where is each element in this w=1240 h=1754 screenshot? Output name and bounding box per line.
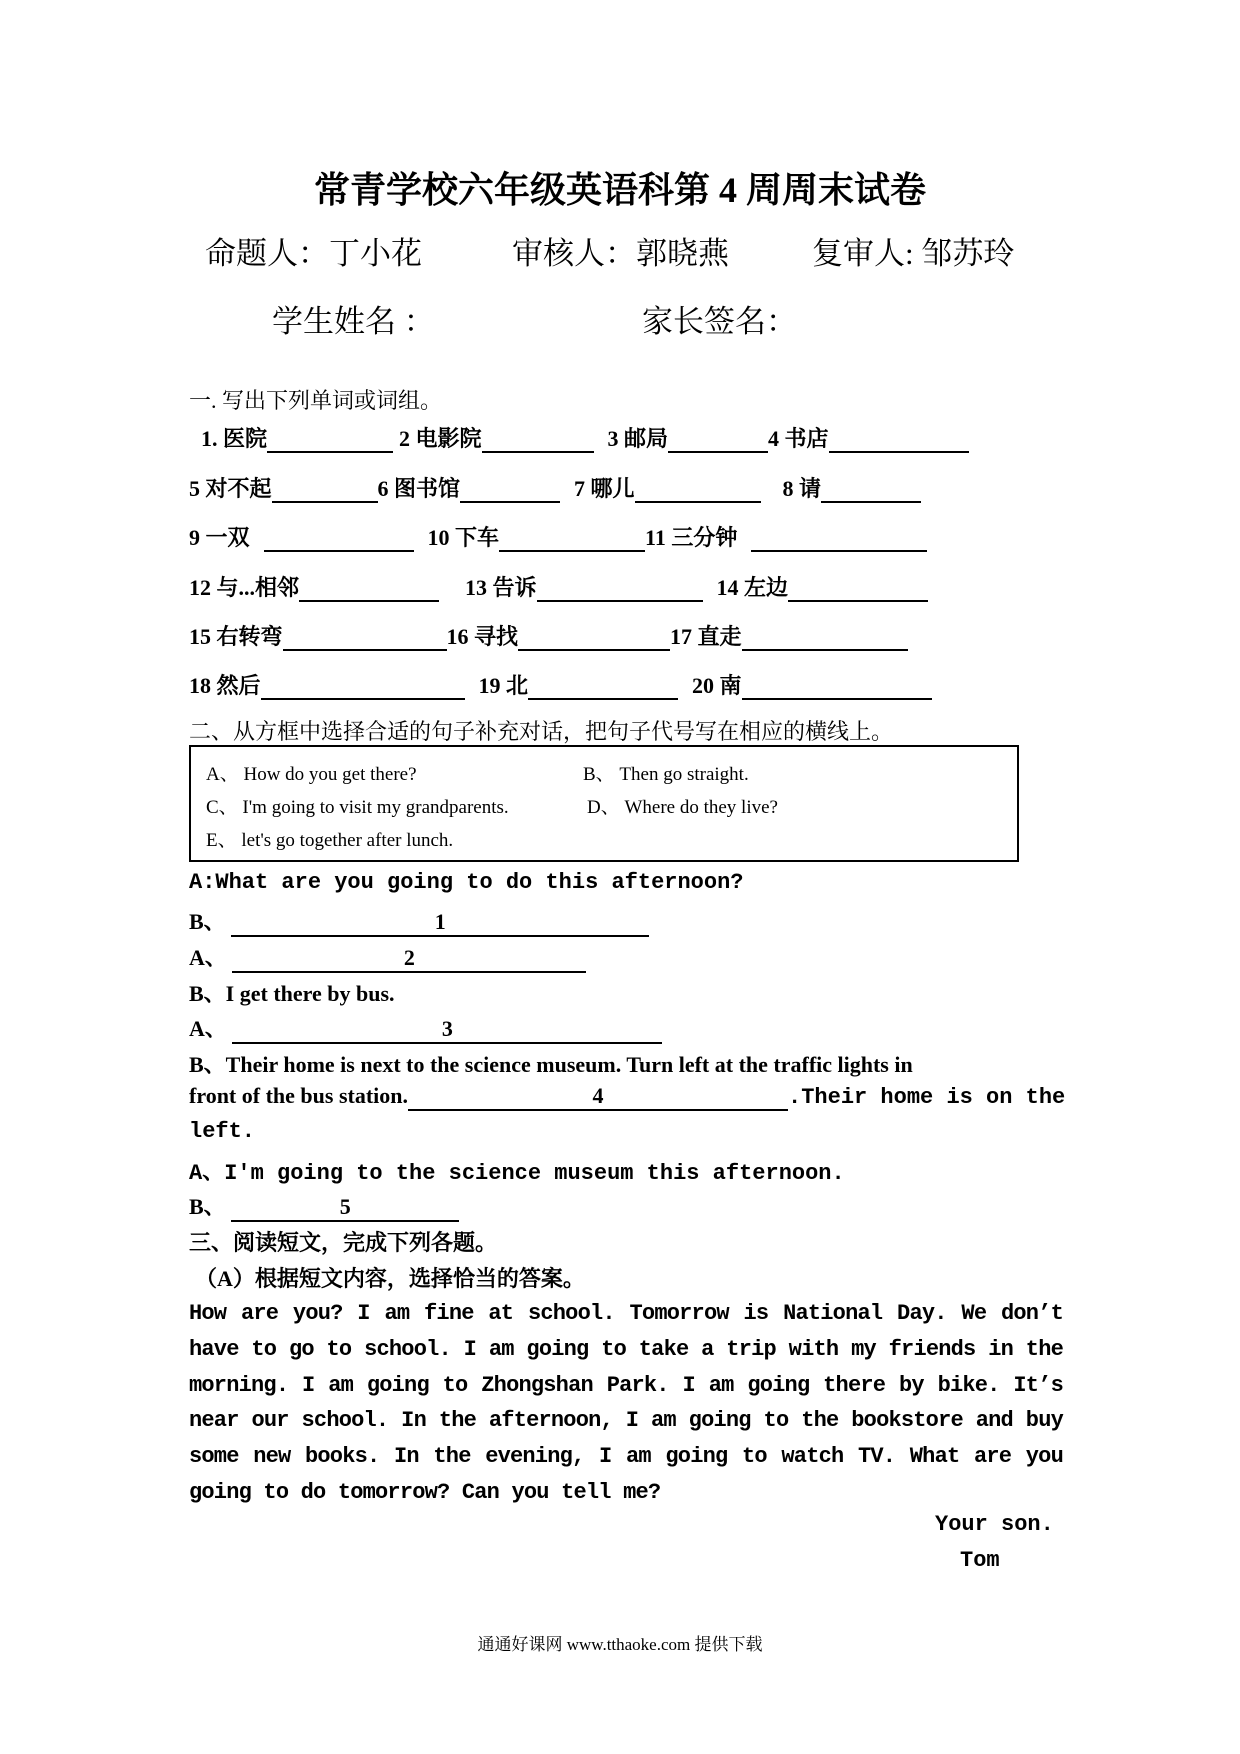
vocab-label: 13 告诉 <box>465 575 537 600</box>
vocab-label: 9 一双 <box>189 525 250 550</box>
dialog-line: B、I get there by bus. <box>189 981 395 1006</box>
dialog-blank-3[interactable]: 3 <box>232 1016 662 1044</box>
options-box <box>189 745 1019 862</box>
vocab-row <box>201 422 975 453</box>
dialog-text: front of the bus station. <box>189 1083 409 1108</box>
dialog-line <box>189 941 586 973</box>
letter-closing: Your son. <box>935 1512 1054 1537</box>
vocab-label: 18 然后 <box>189 673 261 698</box>
dialog-line <box>189 905 649 937</box>
answer-blank[interactable] <box>528 678 678 700</box>
section1-heading: 一. 写出下列单词或词组。 <box>189 388 443 413</box>
section3-sub-a: （A）根据短文内容，选择恰当的答案。 <box>195 1266 585 1291</box>
option-d: D、 Where do they live? <box>587 797 778 818</box>
answer-blank[interactable] <box>299 580 439 602</box>
vocab-label: 8 请 <box>782 476 822 501</box>
vocab-row <box>189 472 927 503</box>
dialog-blank-5[interactable]: 5 <box>231 1194 459 1222</box>
speaker: A、 <box>189 1016 227 1041</box>
answer-blank[interactable] <box>482 431 594 453</box>
dialog-blank-2[interactable]: 2 <box>232 945 586 973</box>
vocab-row <box>189 521 933 552</box>
footer-credit: 通通好课网 www.tthaoke.com 提供下载 <box>477 1635 763 1654</box>
dialog-line: A、I'm going to the science museum this afternoon. <box>189 1161 845 1186</box>
option-e: E、 let's go together after lunch. <box>206 830 454 851</box>
vocab-row <box>189 571 934 602</box>
dialog-line <box>189 1012 662 1044</box>
answer-blank[interactable] <box>272 481 378 503</box>
answer-blank[interactable] <box>668 431 768 453</box>
vocab-label: 7 哪儿 <box>574 476 635 501</box>
vocab-label: 12 与...相邻 <box>189 575 300 600</box>
answer-blank[interactable] <box>821 481 921 503</box>
vocab-label: 4 书店 <box>768 426 829 451</box>
option-c: C、 I'm going to visit my grandparents. <box>206 797 509 818</box>
vocab-row <box>189 669 938 700</box>
dialog-line <box>189 1083 1065 1111</box>
dialog-blank-4[interactable]: 4 <box>408 1083 788 1111</box>
vocab-label: 15 右转弯 <box>189 624 283 649</box>
section3-heading: 三、阅读短文，完成下列各题。 <box>189 1230 498 1255</box>
answer-blank[interactable] <box>283 629 447 651</box>
answer-blank[interactable] <box>829 431 969 453</box>
setter: 命题人：丁小花 <box>205 236 422 271</box>
vocab-label: 16 寻找 <box>446 624 519 649</box>
vocab-label: 5 对不起 <box>189 476 272 501</box>
page-title: 常青学校六年级英语科第 4 周周末试卷 <box>313 170 926 210</box>
dialog-line: A:What are you going to do this afternoon? <box>189 870 744 895</box>
reviewer: 审核人：郭晓燕 <box>512 236 729 271</box>
answer-blank[interactable] <box>264 530 414 552</box>
answer-blank[interactable] <box>261 678 465 700</box>
reading-passage: How are you? I am fine at school. Tomorrow is National Day. We don’t have to go to school. I am going to take a trip with my friends in the morning. I am going to Zhongshan Park. I am going there by bike. It’s near our school. In the afternoon, I am going to the bookstore and buy some new books. In the evening, I am going to watch TV. What are you going to do tomorrow? Can you tell me? <box>189 1301 1063 1505</box>
vocab-label: 14 左边 <box>716 575 789 600</box>
student-name-label: 学生姓名 ： <box>272 304 435 339</box>
speaker: A、 <box>189 945 227 970</box>
section2-heading: 二、从方框中选择合适的句子补充对话，把句子代号写在相应的横线上。 <box>189 719 894 744</box>
dialog-line: left. <box>189 1119 256 1144</box>
answer-blank[interactable] <box>518 629 670 651</box>
vocab-label: 20 南 <box>692 673 742 698</box>
option-b: B、 Then go straight. <box>583 764 749 785</box>
answer-blank[interactable] <box>537 580 703 602</box>
answer-blank[interactable] <box>742 629 908 651</box>
answer-blank[interactable] <box>267 431 393 453</box>
answer-blank[interactable] <box>499 530 645 552</box>
answer-blank[interactable] <box>788 580 928 602</box>
vocab-label: 6 图书馆 <box>377 476 461 501</box>
parent-sign-label: 家长签名： <box>642 304 797 339</box>
letter-signature: Tom <box>960 1548 1000 1573</box>
dialog-text: .Their home is on the <box>788 1085 1066 1110</box>
vocab-label: 2 电影院 <box>399 426 482 451</box>
dialog-line <box>189 1190 459 1222</box>
vocab-label: 10 下车 <box>427 525 500 550</box>
dialog-line: B、Their home is next to the science museum. Turn left at the traffic lights in <box>189 1052 913 1077</box>
speaker: B、 <box>189 909 226 934</box>
speaker: B、 <box>189 1194 226 1219</box>
vocab-label: 17 直走 <box>670 624 742 649</box>
vocab-label: 1. 医院 <box>201 426 268 451</box>
option-a: A、 How do you get there? <box>206 764 417 785</box>
answer-blank[interactable] <box>460 481 560 503</box>
vocab-label: 11 三分钟 <box>645 525 738 550</box>
answer-blank[interactable] <box>751 530 927 552</box>
answer-blank[interactable] <box>742 678 932 700</box>
dialog-blank-1[interactable]: 1 <box>231 909 649 937</box>
vocab-label: 3 邮局 <box>607 426 669 451</box>
vocab-label: 19 北 <box>478 673 529 698</box>
re-reviewer: 复审人: 邹苏玲 <box>812 236 1015 271</box>
vocab-row <box>189 620 914 651</box>
answer-blank[interactable] <box>635 481 761 503</box>
